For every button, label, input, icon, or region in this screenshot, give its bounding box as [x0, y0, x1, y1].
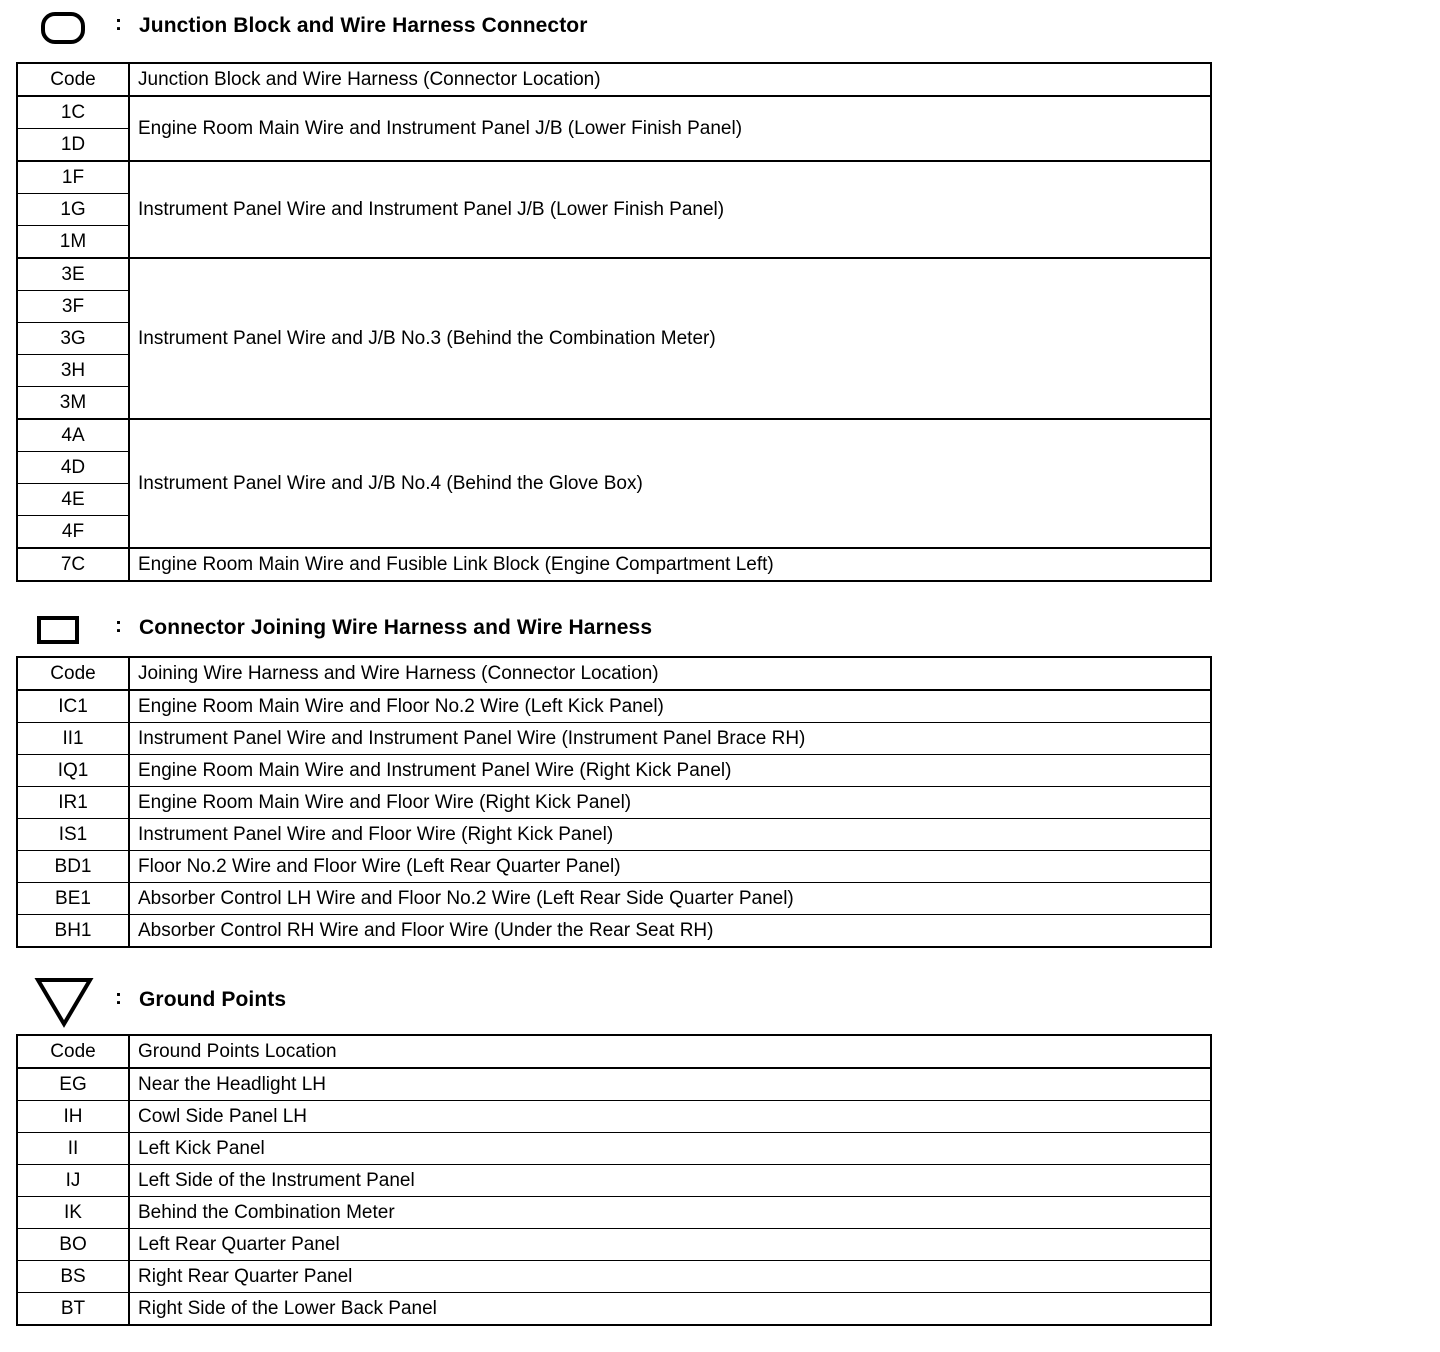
code-cell: 3G: [17, 323, 129, 355]
code-cell: IS1: [17, 819, 129, 851]
description-cell: Instrument Panel Wire and Instrument Panel J/B (Lower Finish Panel): [129, 161, 1211, 258]
code-cell: 3H: [17, 355, 129, 387]
section-title: Junction Block and Wire Harness Connector: [139, 14, 588, 37]
junction-block-table: [16, 62, 1212, 582]
code-cell: IK: [17, 1197, 129, 1229]
code-cell: 1F: [17, 161, 129, 194]
code-cell: 1C: [17, 96, 129, 129]
table-row: [17, 1261, 1211, 1293]
description-cell: Cowl Side Panel LH: [129, 1101, 1211, 1133]
triangle-down-symbol-icon: [34, 976, 94, 1028]
header-code-cell: Code: [17, 657, 129, 690]
description-cell: Engine Room Main Wire and Fusible Link Block (Engine Compartment Left): [129, 548, 1211, 581]
code-cell: 4D: [17, 452, 129, 484]
header-description-cell: Joining Wire Harness and Wire Harness (Connector Location): [129, 657, 1211, 690]
table-row: [17, 548, 1211, 581]
description-cell: Absorber Control LH Wire and Floor No.2 Wire (Left Rear Side Quarter Panel): [129, 883, 1211, 915]
code-cell: BD1: [17, 851, 129, 883]
description-cell: Engine Room Main Wire and Floor Wire (Right Kick Panel): [129, 787, 1211, 819]
code-cell: BT: [17, 1293, 129, 1326]
section-heading-connector-joining: [0, 610, 1230, 650]
code-cell: 3F: [17, 291, 129, 323]
section-title: Ground Points: [139, 988, 287, 1011]
code-cell: 7C: [17, 548, 129, 581]
description-cell: Absorber Control RH Wire and Floor Wire (Under the Rear Seat RH): [129, 915, 1211, 948]
table-row: [17, 915, 1211, 948]
code-cell: IJ: [17, 1165, 129, 1197]
description-cell: Right Rear Quarter Panel: [129, 1261, 1211, 1293]
ground-points-table: [16, 1034, 1212, 1326]
section-heading-junction-block: [0, 8, 1230, 48]
table-row: [17, 1293, 1211, 1326]
code-cell: IR1: [17, 787, 129, 819]
code-cell: II1: [17, 723, 129, 755]
description-cell: Behind the Combination Meter: [129, 1197, 1211, 1229]
rounded-rectangle-symbol-icon: [40, 10, 86, 46]
code-cell: BS: [17, 1261, 129, 1293]
table-row: [17, 1101, 1211, 1133]
code-cell: 4A: [17, 419, 129, 452]
code-cell: IH: [17, 1101, 129, 1133]
code-cell: 4E: [17, 484, 129, 516]
code-cell: EG: [17, 1068, 129, 1101]
table-row: [17, 258, 1211, 291]
header-code-cell: Code: [17, 1035, 129, 1068]
code-cell: BH1: [17, 915, 129, 948]
table-row: [17, 1165, 1211, 1197]
table-row: [17, 419, 1211, 452]
code-cell: IQ1: [17, 755, 129, 787]
header-description-cell: Ground Points Location: [129, 1035, 1211, 1068]
description-cell: Engine Room Main Wire and Instrument Panel J/B (Lower Finish Panel): [129, 96, 1211, 161]
table-header-row: [17, 63, 1211, 96]
table-row: [17, 1229, 1211, 1261]
code-cell: 4F: [17, 516, 129, 549]
table-row: [17, 1068, 1211, 1101]
table-row: [17, 819, 1211, 851]
table-row: [17, 723, 1211, 755]
header-description-cell: Junction Block and Wire Harness (Connector Location): [129, 63, 1211, 96]
description-cell: Left Side of the Instrument Panel: [129, 1165, 1211, 1197]
description-cell: Floor No.2 Wire and Floor Wire (Left Rear Quarter Panel): [129, 851, 1211, 883]
code-cell: IC1: [17, 690, 129, 723]
table-header-row: [17, 657, 1211, 690]
table-row: [17, 755, 1211, 787]
description-cell: Left Kick Panel: [129, 1133, 1211, 1165]
heading-colon: :: [115, 12, 122, 35]
code-cell: 3M: [17, 387, 129, 420]
code-cell: 1G: [17, 194, 129, 226]
description-cell: Right Side of the Lower Back Panel: [129, 1293, 1211, 1326]
code-cell: 3E: [17, 258, 129, 291]
rectangle-symbol-icon: [36, 614, 82, 648]
table-row: [17, 96, 1211, 129]
code-cell: 1D: [17, 129, 129, 162]
code-cell: 1M: [17, 226, 129, 259]
table-row: [17, 1133, 1211, 1165]
table-row: [17, 883, 1211, 915]
table-row: [17, 1197, 1211, 1229]
table-row: [17, 787, 1211, 819]
description-cell: Instrument Panel Wire and Instrument Panel Wire (Instrument Panel Brace RH): [129, 723, 1211, 755]
connector-joining-table: [16, 656, 1212, 948]
description-cell: Engine Room Main Wire and Instrument Panel Wire (Right Kick Panel): [129, 755, 1211, 787]
description-cell: Engine Room Main Wire and Floor No.2 Wire (Left Kick Panel): [129, 690, 1211, 723]
description-cell: Instrument Panel Wire and J/B No.3 (Behind the Combination Meter): [129, 258, 1211, 419]
table-header-row: [17, 1035, 1211, 1068]
description-cell: Left Rear Quarter Panel: [129, 1229, 1211, 1261]
description-cell: Instrument Panel Wire and J/B No.4 (Behind the Glove Box): [129, 419, 1211, 548]
table-row: [17, 851, 1211, 883]
heading-colon: :: [115, 986, 122, 1009]
section-heading-ground-points: [0, 976, 1230, 1016]
description-cell: Instrument Panel Wire and Floor Wire (Right Kick Panel): [129, 819, 1211, 851]
table-row: [17, 690, 1211, 723]
description-cell: Near the Headlight LH: [129, 1068, 1211, 1101]
header-code-cell: Code: [17, 63, 129, 96]
code-cell: II: [17, 1133, 129, 1165]
code-cell: BO: [17, 1229, 129, 1261]
heading-colon: :: [115, 614, 122, 637]
section-title: Connector Joining Wire Harness and Wire Harness: [139, 616, 653, 639]
code-cell: BE1: [17, 883, 129, 915]
table-row: [17, 161, 1211, 194]
